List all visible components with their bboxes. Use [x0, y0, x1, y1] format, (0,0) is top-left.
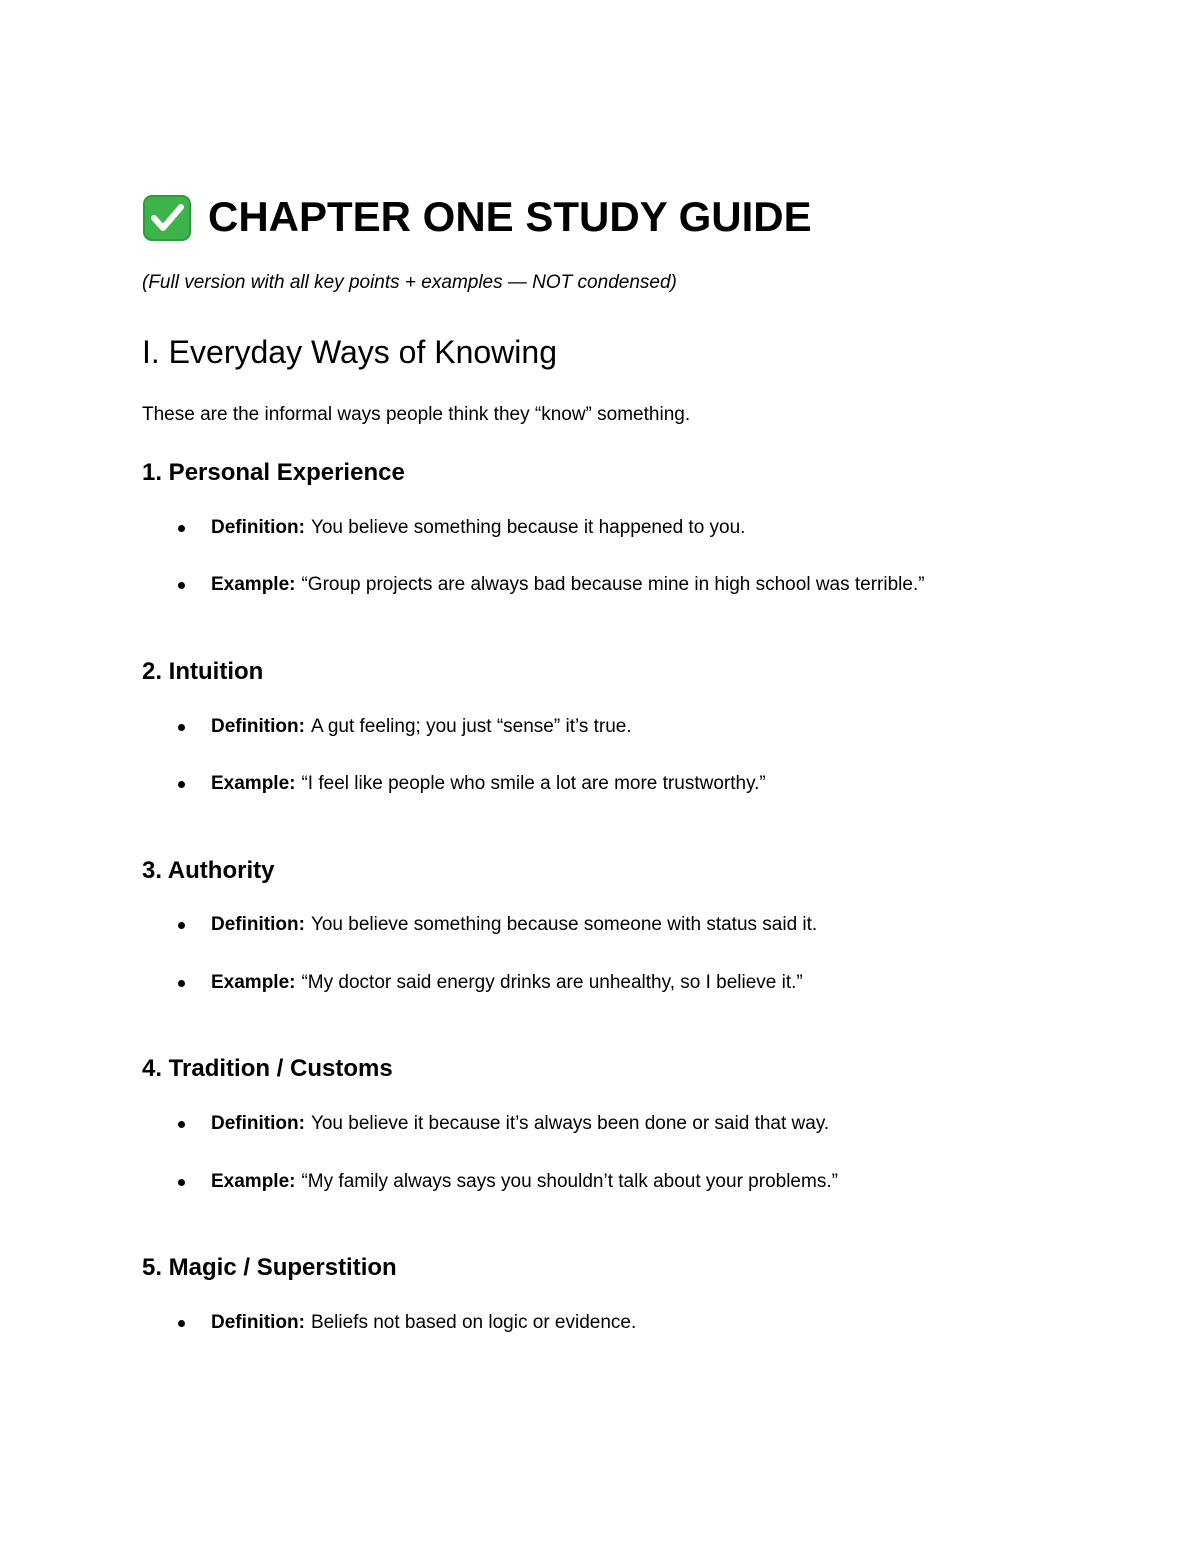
list-item-definition: [178, 716, 632, 738]
example-text: “My doctor said energy drinks are unhealthy, so I believe it.”: [301, 972, 803, 993]
topic-heading-authority: 3. Authority: [142, 857, 275, 884]
topic-heading-magic-superstition: 5. Magic / Superstition: [142, 1254, 397, 1281]
topic-heading-intuition: 2. Intuition: [142, 658, 264, 685]
example-label: Example:: [211, 574, 296, 595]
definition-label: Definition:: [211, 517, 305, 538]
bullet-icon: [178, 724, 185, 731]
bullet-icon: [178, 922, 185, 929]
bullet-icon: [178, 1320, 185, 1327]
example-text: “I feel like people who smile a lot are more trustworthy.”: [301, 773, 766, 794]
page-title-text: CHAPTER ONE STUDY GUIDE: [208, 193, 812, 240]
bullet-icon: [178, 781, 185, 788]
list-item-example: [178, 972, 803, 994]
example-label: Example:: [211, 972, 296, 993]
list-item-example: [178, 574, 925, 596]
example-text: “Group projects are always bad because mine in high school was terrible.”: [301, 574, 925, 595]
list-item-example: [178, 773, 766, 795]
bullet-icon: [178, 582, 185, 589]
bullet-icon: [178, 1121, 185, 1128]
list-item-definition: [178, 914, 817, 936]
subtitle: (Full version with all key points + examples — NOT condensed): [142, 272, 677, 293]
list-item-example: [178, 1171, 838, 1193]
definition-label: Definition:: [211, 716, 305, 737]
definition-text: Beliefs not based on logic or evidence.: [310, 1312, 637, 1333]
example-text: “My family always says you shouldn’t talk about your problems.”: [301, 1171, 838, 1192]
section-intro: These are the informal ways people think they “know” something.: [142, 404, 691, 425]
example-label: Example:: [211, 1171, 296, 1192]
definition-text: A gut feeling; you just “sense” it’s true.: [310, 716, 632, 737]
definition-text: You believe it because it’s always been done or said that way.: [310, 1113, 830, 1134]
list-item-definition: [178, 517, 745, 539]
check-mark-button-icon: [142, 194, 194, 242]
list-item-definition: [178, 1113, 829, 1135]
topic-heading-personal-experience: 1. Personal Experience: [142, 459, 405, 486]
bullet-icon: [178, 980, 185, 987]
page-title: [142, 190, 812, 244]
definition-label: Definition:: [211, 914, 305, 935]
definition-text: You believe something because it happened to you.: [310, 517, 746, 538]
definition-label: Definition:: [211, 1113, 305, 1134]
list-item-definition: [178, 1312, 636, 1334]
definition-label: Definition:: [211, 1312, 305, 1333]
bullet-icon: [178, 525, 185, 532]
definition-text: You believe something because someone with status said it.: [310, 914, 818, 935]
section-heading: I. Everyday Ways of Knowing: [142, 334, 557, 370]
example-label: Example:: [211, 773, 296, 794]
bullet-icon: [178, 1179, 185, 1186]
topic-heading-tradition-customs: 4. Tradition / Customs: [142, 1055, 393, 1082]
